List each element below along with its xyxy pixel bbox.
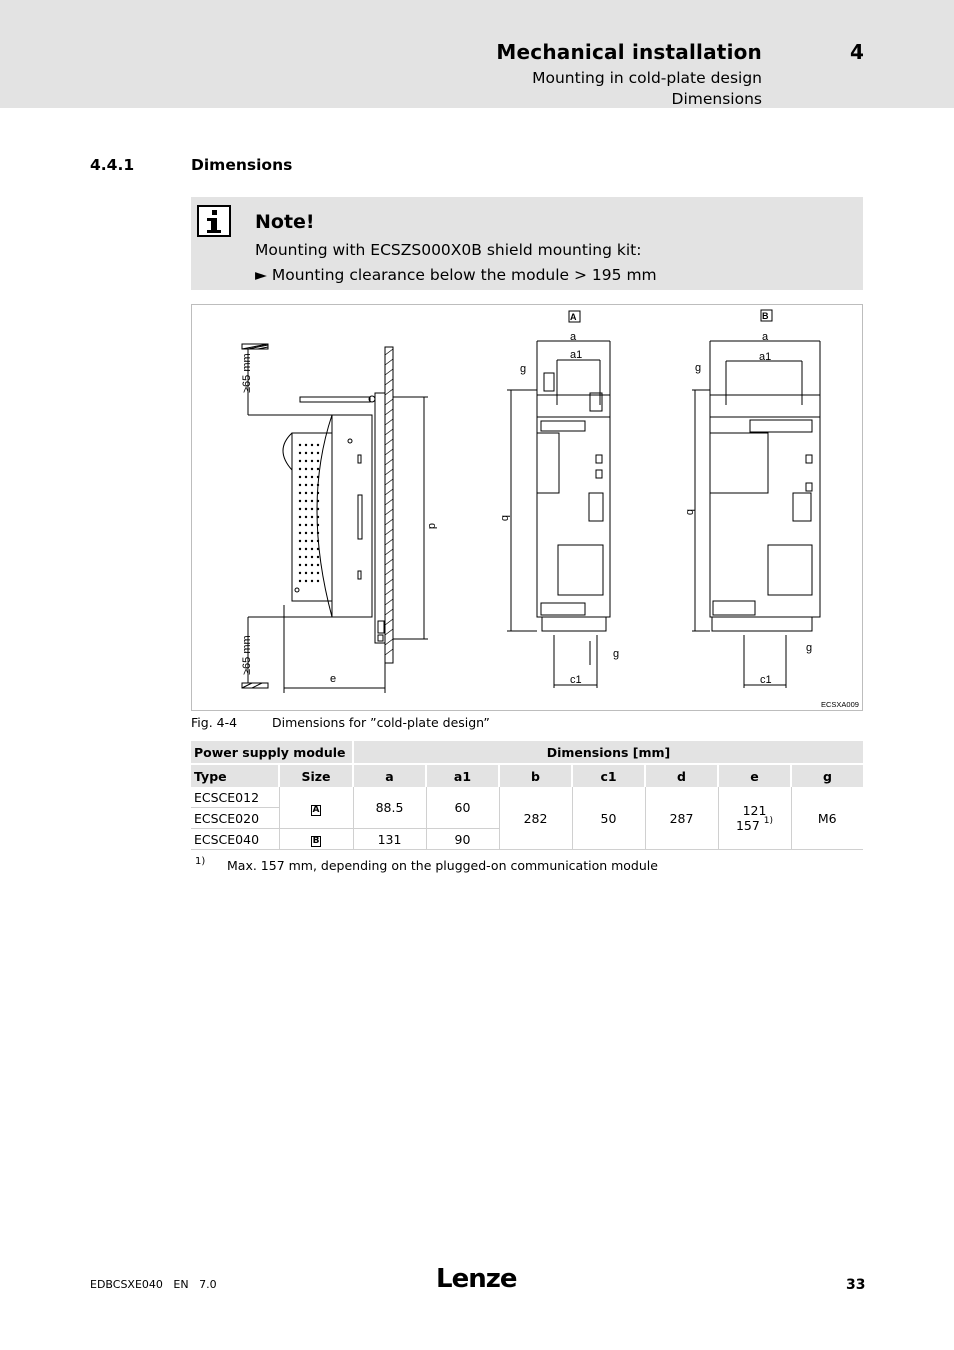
a1-cell: 60 xyxy=(426,787,499,829)
col-d: d xyxy=(645,764,718,787)
vent-holes xyxy=(299,444,319,582)
g-cell: M6 xyxy=(791,787,863,850)
front-view-b xyxy=(692,310,820,688)
size-cell: B xyxy=(279,829,353,850)
front-b-dim-c1: c1 xyxy=(760,674,772,686)
col-b: b xyxy=(499,764,572,787)
clearance-bottom-label: ≥65 mm xyxy=(241,635,253,675)
subtitle-dimensions: Dimensions xyxy=(671,90,762,108)
dim-e-label: e xyxy=(330,673,337,685)
section-title: Dimensions xyxy=(191,156,293,174)
dimensions-table xyxy=(191,741,863,850)
front-a-dim-a: a xyxy=(570,331,577,343)
type-cell: ECSCE040 xyxy=(191,829,279,850)
col-a: a xyxy=(353,764,426,787)
a-cell: 88.5 xyxy=(353,787,426,829)
d-cell: 287 xyxy=(645,787,718,850)
front-b-dim-a: a xyxy=(762,331,769,343)
front-a-dim-g-bottom: g xyxy=(613,648,620,660)
front-a-dim-c1: c1 xyxy=(570,674,582,686)
note-title: Note! xyxy=(255,211,315,233)
e-cell: 121 157 $^{1)}$ xyxy=(718,787,791,850)
front-a-dim-b: b xyxy=(499,515,511,522)
lenze-logo: Lenze xyxy=(436,1264,517,1294)
type-cell: ECSCE012 xyxy=(191,787,279,808)
header-band xyxy=(0,0,954,108)
col-a1: a1 xyxy=(426,764,499,787)
front-b-dim-a1: a1 xyxy=(759,351,772,363)
figure-caption: Dimensions for ”cold-plate design” xyxy=(272,715,490,730)
chapter-title: Mechanical installation xyxy=(496,40,762,64)
figure-number: Fig. 4-4 xyxy=(191,715,238,730)
note-text: Mounting with ECSZS000X0B shield mounting kit: xyxy=(255,241,642,259)
side-view xyxy=(242,344,428,693)
info-icon xyxy=(197,205,231,237)
table-header-module: Power supply module xyxy=(191,741,353,764)
size-a-marker: A xyxy=(570,312,577,322)
a1-cell: 90 xyxy=(426,829,499,850)
front-a-dim-g-top: g xyxy=(520,363,527,375)
note-box xyxy=(191,197,863,290)
dimension-drawing xyxy=(191,304,863,711)
subtitle-mounting: Mounting in cold-plate design xyxy=(532,69,762,87)
footnote-text: Max. 157 mm, depending on the plugged-on communication module xyxy=(227,858,658,873)
document-id: EDBCSXE040 EN 7.0 xyxy=(90,1278,217,1291)
table-header-dimensions: Dimensions [mm] xyxy=(353,741,863,764)
front-b-dim-b: b xyxy=(684,509,696,516)
clearance-top-label: ≥65 mm xyxy=(241,353,253,393)
a-cell: 131 xyxy=(353,829,426,850)
front-b-dim-g-bottom: g xyxy=(806,642,813,654)
col-e: e xyxy=(718,764,791,787)
page-number: 33 xyxy=(846,1277,866,1293)
front-b-dim-g-top: g xyxy=(695,362,702,374)
footnote-mark: 1) xyxy=(195,856,206,867)
dim-d-label: d xyxy=(426,523,438,530)
c1-cell: 50 xyxy=(572,787,645,850)
b-cell: 282 xyxy=(499,787,572,850)
col-type: Type xyxy=(191,764,279,787)
section-number: 4.4.1 xyxy=(90,156,135,174)
chapter-number: 4 xyxy=(850,40,864,64)
note-bullet: ► Mounting clearance below the module > 195 mm xyxy=(255,266,657,284)
col-g: g xyxy=(791,764,863,787)
drawing-code: ECSXA009 xyxy=(821,700,859,709)
col-c1: c1 xyxy=(572,764,645,787)
table-row xyxy=(191,787,863,808)
front-a-dim-a1: a1 xyxy=(570,349,583,361)
col-size: Size xyxy=(279,764,353,787)
size-cell: A xyxy=(279,787,353,829)
size-b-marker: B xyxy=(762,311,769,321)
type-cell: ECSCE020 xyxy=(191,808,279,829)
